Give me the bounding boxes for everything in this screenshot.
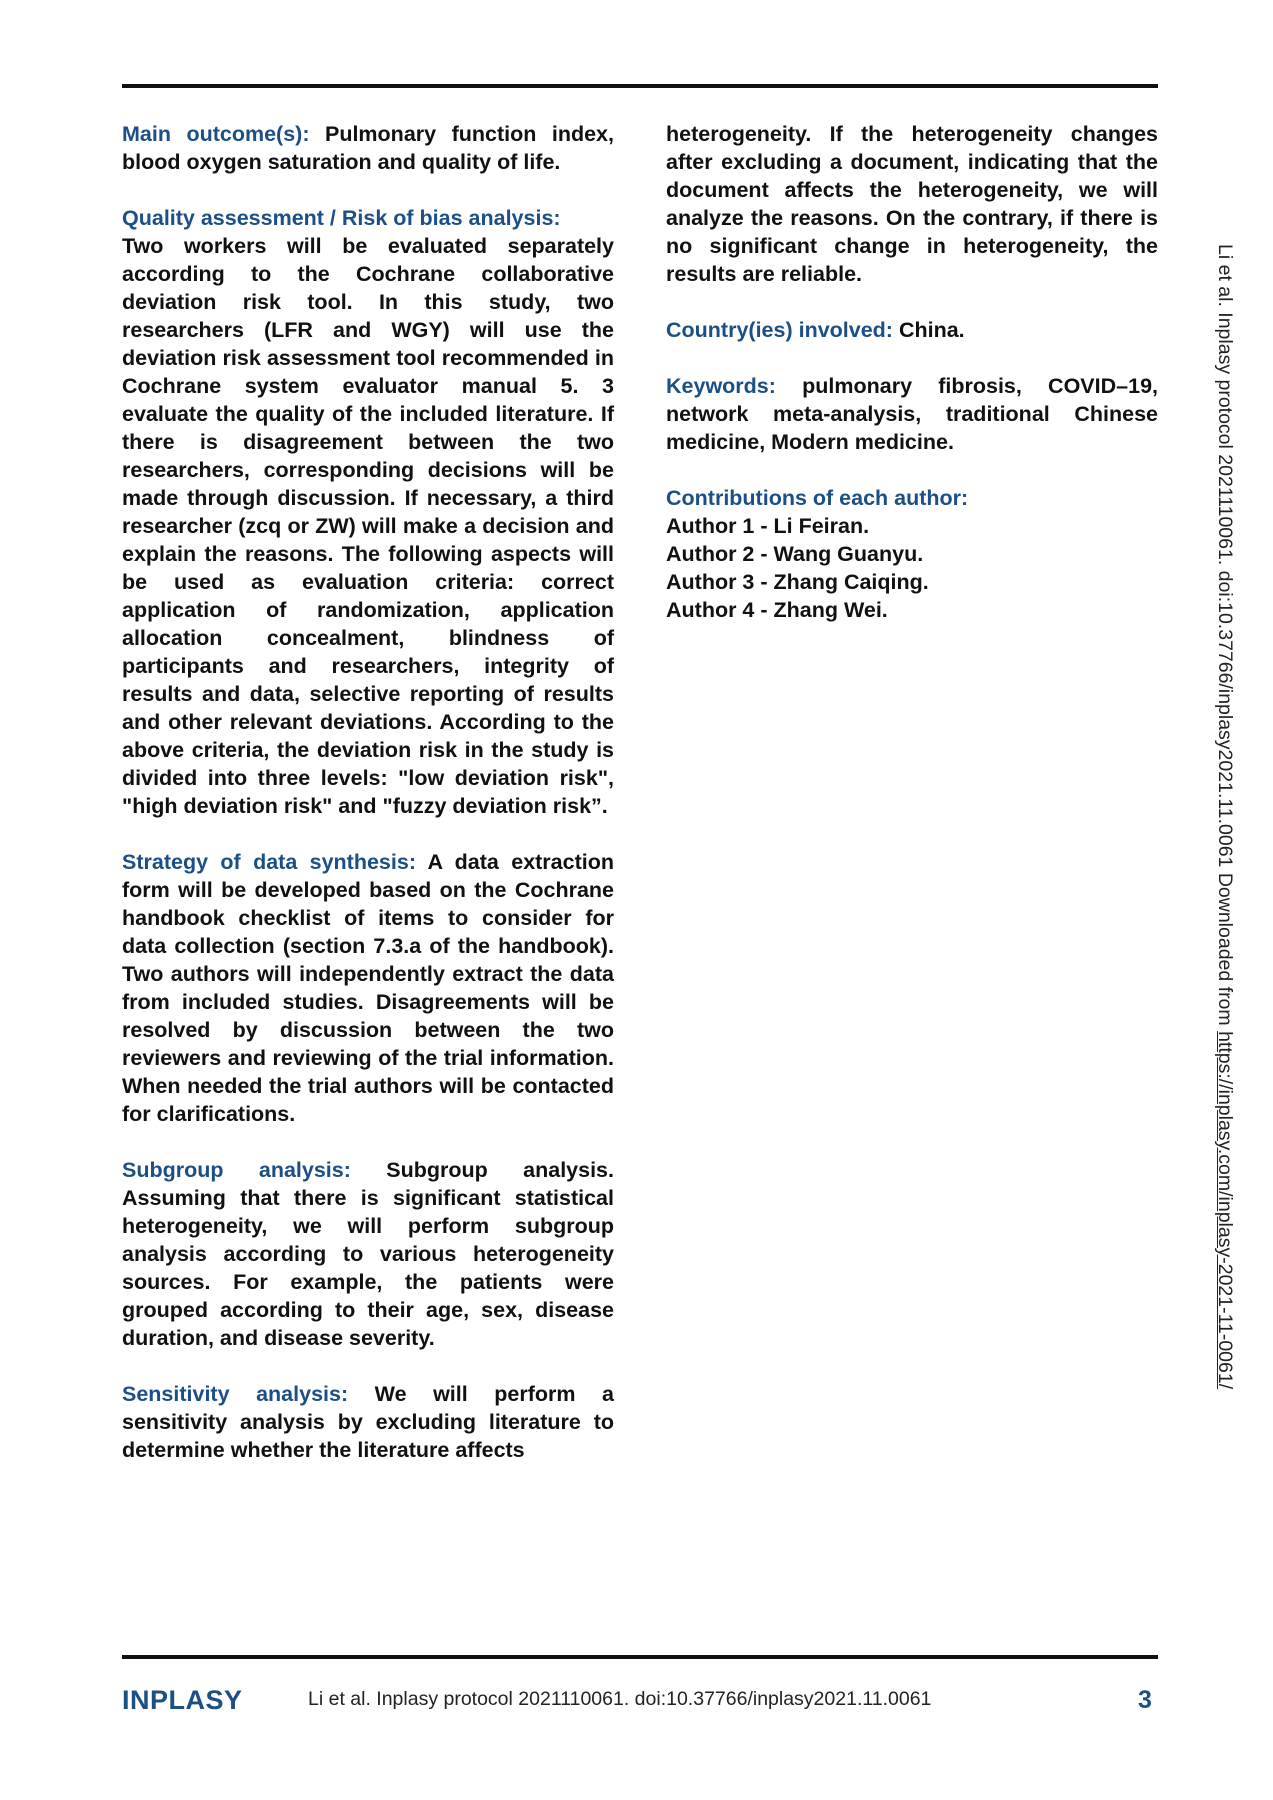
- sensitivity-continuation: [666, 120, 1158, 288]
- contributions-section: [666, 484, 1158, 624]
- subgroup-analysis-section: [122, 1156, 614, 1352]
- main-outcomes-section: [122, 120, 614, 176]
- section-body: pulmonary fibrosis, COVID–19, network meta-analysis, traditional Chinese medicine, Modern medicine.: [666, 374, 1158, 454]
- keywords-section: [666, 372, 1158, 456]
- section-heading: Country(ies) involved:: [666, 318, 893, 342]
- sensitivity-analysis-section: [122, 1380, 614, 1464]
- section-body: Subgroup analysis. Assuming that there is significant statistical heterogeneity, we will perform subgroup analysis according to various heterogeneity sources. For example, the patients were grouped according to their age, sex, disease duration, and disease severity.: [122, 1158, 614, 1350]
- section-heading: Subgroup analysis:: [122, 1158, 351, 1182]
- page-number: 3: [1138, 1686, 1152, 1714]
- section-body: heterogeneity. If the heterogeneity changes after excluding a document, indicating that the document affects the heterogeneity, we will analyze the reasons. On the contrary, if there is no significant change in heterogeneity, the results are reliable.: [666, 122, 1158, 286]
- section-body: China.: [892, 318, 965, 342]
- section-heading: Strategy of data synthesis:: [122, 850, 416, 874]
- author-line: Author 1 - Li Feiran.: [666, 514, 870, 538]
- top-rule: [122, 84, 1158, 88]
- data-synthesis-section: [122, 848, 614, 1128]
- section-heading: Main outcome(s):: [122, 122, 310, 146]
- right-column: [666, 120, 1158, 652]
- section-heading: Sensitivity analysis:: [122, 1382, 349, 1406]
- left-column: [122, 120, 614, 1492]
- author-line: Author 2 - Wang Guanyu.: [666, 542, 924, 566]
- footer-citation: Li et al. Inplasy protocol 2021110061. doi:10.37766/inplasy2021.11.0061: [308, 1688, 932, 1710]
- download-link[interactable]: https://inplasy.com/inplasy-2021-11-0061/: [1214, 1031, 1236, 1390]
- author-line: Author 3 - Zhang Caiqing.: [666, 570, 929, 594]
- section-heading: Contributions of each author:: [666, 486, 969, 510]
- section-heading: Keywords:: [666, 374, 776, 398]
- quality-assessment-section: [122, 204, 614, 820]
- section-body: Two workers will be evaluated separately according to the Cochrane collaborative deviation risk tool. In this study, two researchers (LFR and WGY) will use the deviation risk assessment tool recommended in Cochrane system evaluator manual 5. 3 evaluate the quality of the included literature. If there is disagreement between the two researchers, corresponding decisions will be made through discussion. If necessary, a third researcher (zcq or ZW) will make a decision and explain the reasons. The following aspects will be used as evaluation criteria: correct application of randomization, application allocation concealment, blindness of participants and researchers, integrity of results and data, selective reporting of results and other relevant deviations. According to the above criteria, the deviation risk in the study is divided into three levels: "low deviation risk", "high deviation risk" and "fuzzy deviation risk”.: [122, 234, 614, 818]
- vertical-download-note: [1213, 244, 1236, 1389]
- section-body: A data extraction form will be developed based on the Cochrane handbook checklist of items to consider for data collection (section 7.3.a of the handbook). Two authors will independently extract the data from included studies. Disagreements will be resolved by discussion between the two reviewers and reviewing of the trial information. When needed the trial authors will be contacted for clarifications.: [122, 850, 614, 1126]
- author-line: Author 4 - Zhang Wei.: [666, 598, 888, 622]
- bottom-rule: [122, 1655, 1158, 1659]
- section-body: We will perform a sensitivity analysis by excluding literature to determine whether the literature affects: [122, 1382, 615, 1462]
- download-note-text: Li et al. Inplasy protocol 202111006​1. doi:10.37766/inplasy2021.11.0061 Downloaded from: [1214, 244, 1236, 1032]
- section-heading: Quality assessment / Risk of bias analysis:: [122, 206, 561, 230]
- country-section: [666, 316, 1158, 344]
- section-body: Pulmonary function index, blood oxygen saturation and quality of life.: [122, 122, 614, 174]
- journal-logo-text: INPLASY: [122, 1685, 243, 1715]
